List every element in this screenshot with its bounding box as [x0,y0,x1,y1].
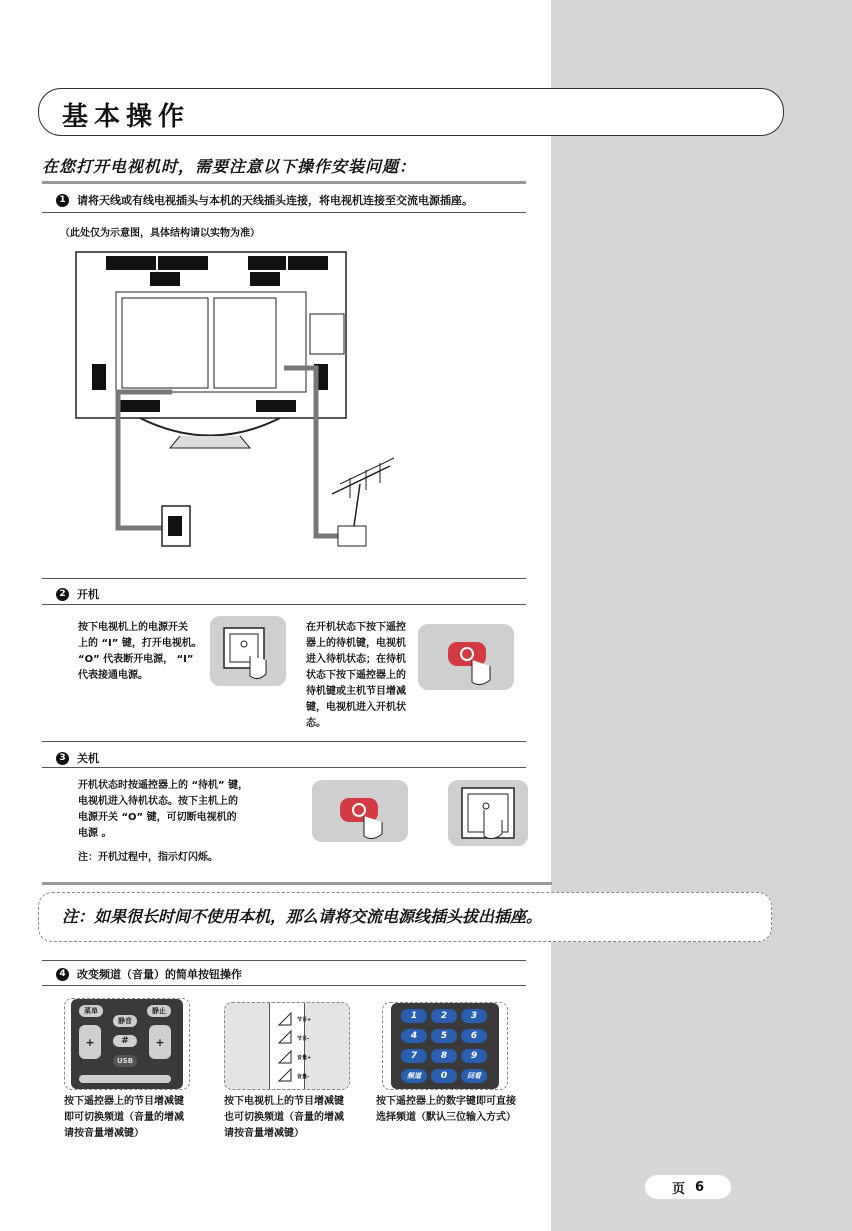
digit-9-key: 9 [461,1049,487,1063]
page-title: 基本操作 [62,102,191,132]
divider [42,212,526,213]
remote-standby-illustration [418,624,514,690]
digit-4-key: 4 [401,1029,427,1043]
panel-label-vol-down: 音量- [297,1074,310,1080]
intro-heading: 在您打开电视机时，需要注意以下操作安装问题： [42,157,417,176]
playback-keys [79,1075,171,1083]
step2-number: 2 [56,588,69,601]
step1-heading [56,192,473,208]
warning-text: 注：如果很长时间不使用本机，那么请将交流电源线插头拔出插座。 [62,907,543,926]
remote-number-keys-illustration [382,1002,508,1090]
digit-2-key: 2 [431,1009,457,1023]
page-label: 页 [671,1181,685,1197]
divider [42,960,526,961]
tv-side-panel-illustration [224,1002,350,1090]
tv-power-switch-illustration [448,780,528,846]
panel-label-vol-up: 音量+ [297,1055,312,1061]
page-number: 6 [694,1179,705,1195]
remote-channel-keys-illustration [64,998,190,1090]
tv-power-switch-illustration [210,616,286,686]
digit-5-key: 5 [431,1029,457,1043]
caption-tv-channel: 按下电视机上的节目增减键 也可切换频道（音量的增减 请按音量增减键） [224,1096,344,1139]
divider [42,882,552,885]
hash-key: # [113,1035,137,1047]
digit-3-key: 3 [461,1009,487,1023]
step2-heading [56,586,99,602]
gray-sidebar [551,0,852,1231]
digit-1-key: 1 [401,1009,427,1023]
page-number-badge [645,1175,731,1199]
step1-text: 请将天线或有线电视插头与本机的天线插头连接，将电视机连接至交流电源插座。 [77,194,473,207]
step2-title: 开机 [77,588,99,601]
divider [42,578,526,579]
remote-standby-illustration [312,780,408,842]
volume-up-key: + [149,1025,171,1059]
power-on-text: 按下电视机上的电源开关 上的 “I” 键，打开电视机。 “O” 代表断开电源， “I” 代表接通电源。 [78,622,202,681]
digit-7-key: 7 [401,1049,427,1063]
digit-6-key: 6 [461,1029,487,1043]
power-off-note: 注：开机过程中，指示灯闪烁。 [78,852,218,863]
panel-label-ch-down: 节目- [297,1036,310,1042]
step3-title: 关机 [77,752,99,765]
digit-0-key: 0 [431,1069,457,1083]
step3-heading [56,750,99,766]
panel-label-ch-up: 节目+ [297,1017,312,1023]
divider [42,181,526,184]
recall-key: 回看 [461,1069,487,1083]
step4-number: 4 [56,968,69,981]
divider [42,767,526,768]
divider [42,741,526,742]
step4-title: 改变频道（音量）的简单按钮操作 [77,968,242,981]
tv-connection-diagram [70,248,410,558]
channel-key: 频道 [401,1069,427,1083]
power-off-text: 开机状态时按遥控器上的 “待机” 键， 电视机进入待机状态。按下主机上的 电源开关 “O” 键，可切断电视机的 电源 。 [78,780,249,839]
standby-text: 在开机状态下按下遥控 器上的待机键，电视机 进入待机状态；在待机 状态下按下遥控器上的 待机键或主机节目增减 键，电视机进入开机状 态。 [306,622,406,729]
freeze-key: 静止 [147,1005,171,1017]
step3-number: 3 [56,752,69,765]
digit-8-key: 8 [431,1049,457,1063]
mute-key: 静音 [113,1015,137,1027]
step1-number: 1 [56,194,69,207]
divider [42,604,526,605]
diagram-caption: （此处仅为示意图，具体结构请以实物为准） [60,228,260,239]
channel-up-key: + [79,1025,101,1059]
menu-key: 菜单 [79,1005,103,1017]
caption-remote-channel: 按下遥控器上的节目增减键 即可切换频道（音量的增减 请按音量增减键） [64,1096,184,1139]
usb-key: USB [113,1055,137,1067]
divider [42,985,526,986]
caption-number-keys: 按下遥控器上的数字键即可直接 选择频道（默认三位输入方式） [376,1096,516,1123]
step4-heading [56,966,242,982]
